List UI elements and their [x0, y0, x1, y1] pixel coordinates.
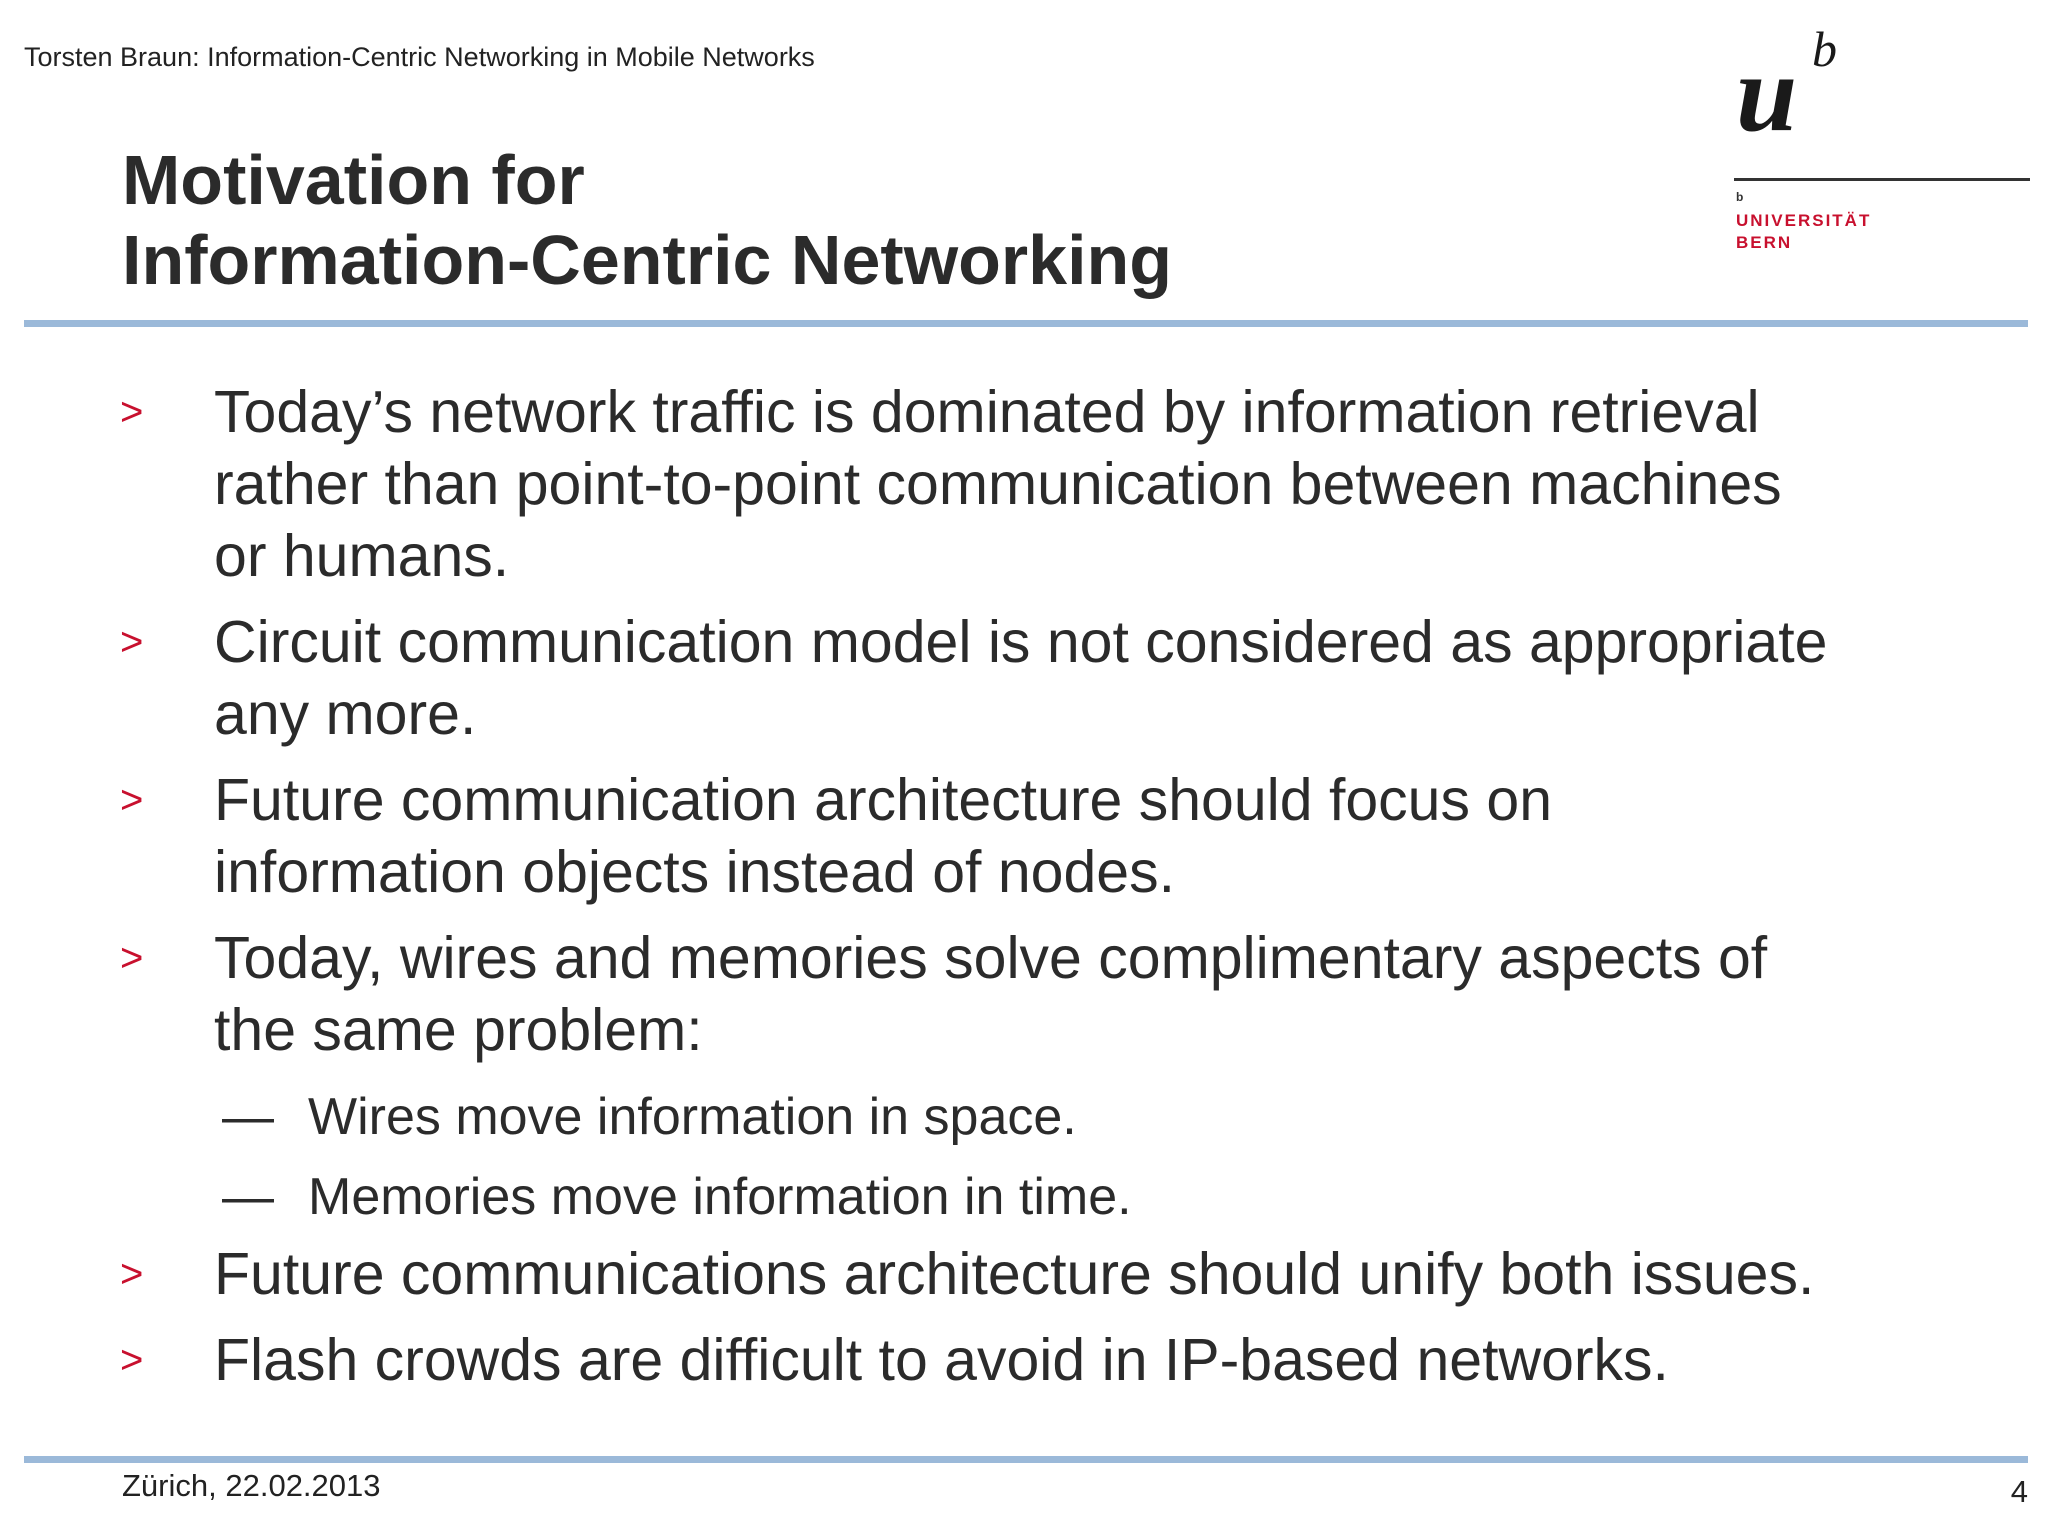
- slide-header-text: Torsten Braun: Information-Centric Networking in Mobile Networks: [24, 42, 815, 72]
- bullet-line: rather than point-to-point communication between machines: [214, 451, 1782, 517]
- footer-page-number: 4: [2010, 1474, 2028, 1509]
- logo-name-line-1: UNIVERSITÄT: [1736, 211, 1872, 230]
- bullet-marker: >: [120, 778, 144, 822]
- bullet-line: Today, wires and memories solve complimentary aspects of: [214, 925, 1768, 991]
- bottom-rule: [24, 1456, 2028, 1463]
- bullet-line: Future communication architecture should focus on: [214, 767, 1553, 833]
- logo-letter-b: b: [1812, 21, 1837, 77]
- bullet-line: Future communications architecture should unify both issues.: [214, 1241, 1815, 1307]
- bullet-line: any more.: [214, 681, 477, 747]
- bullet-line: the same problem:: [214, 997, 703, 1063]
- bullet-marker: >: [120, 1252, 144, 1296]
- bullet-marker: >: [120, 620, 144, 664]
- bullet-text: [214, 922, 2014, 1066]
- sub-item-text: Memories move information in time.: [308, 1168, 1132, 1226]
- bullet-text: [214, 376, 2014, 592]
- logo-divider: [1734, 178, 2030, 181]
- slide-title-line-2: Information-Centric Networking: [122, 221, 1173, 299]
- bullet-marker: >: [120, 1338, 144, 1382]
- logo-university-name: [1736, 210, 1871, 254]
- bullet-text: [214, 606, 2014, 750]
- bullet-text: [214, 764, 2014, 908]
- slide-title: [122, 140, 1172, 300]
- sub-item-marker: —: [222, 1168, 274, 1226]
- bullet-text: [214, 1238, 2014, 1310]
- bullet-marker: >: [120, 390, 144, 434]
- logo-name-line-2: BERN: [1736, 233, 1793, 252]
- bullet-marker: >: [120, 936, 144, 980]
- bullet-line: information objects instead of nodes.: [214, 839, 1175, 905]
- bullet-line: Today’s network traffic is dominated by information retrieval: [214, 379, 1760, 445]
- bullet-text: [214, 1324, 2014, 1396]
- university-logo: [1730, 20, 2030, 260]
- sub-item-text: Wires move information in space.: [308, 1088, 1077, 1146]
- slide-title-line-1: Motivation for: [122, 141, 585, 219]
- top-rule: [24, 320, 2028, 327]
- bullet-line: Circuit communication model is not considered as appropriate: [214, 609, 1828, 675]
- sub-item-marker: —: [222, 1088, 274, 1146]
- footer-place-date: Zürich, 22.02.2013: [122, 1468, 381, 1503]
- logo-small-b: b: [1736, 190, 1744, 204]
- bullet-line: or humans.: [214, 523, 510, 589]
- logo-letter-u: u: [1736, 32, 1798, 154]
- bullet-line: Flash crowds are difficult to avoid in IP-based networks.: [214, 1327, 1669, 1393]
